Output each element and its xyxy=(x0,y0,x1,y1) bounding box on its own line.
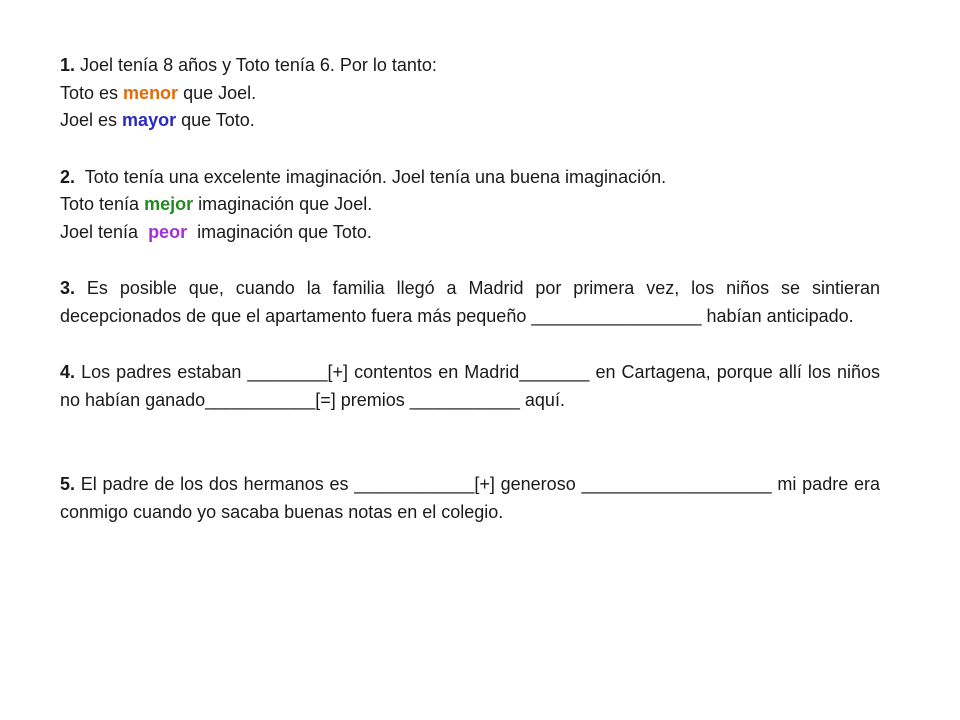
question-1-line-3-pre: Joel es xyxy=(60,110,123,130)
question-2-line-3 xyxy=(60,219,880,247)
question-2-line-2-pre: Toto tenía xyxy=(60,194,145,214)
question-3 xyxy=(60,275,880,330)
question-4-text: Los padres estaban ________[+] contentos en Madrid_______ en Cartagena, porque allí los niños no habían ganado___________[=] premios ___________ aquí. xyxy=(60,362,880,410)
word-mejor: mejor xyxy=(144,194,194,214)
question-1-line-2-pre: Toto es xyxy=(60,82,124,103)
question-2-line-3-post: imaginación que Toto. xyxy=(187,221,372,242)
question-2-number: 2. xyxy=(60,166,76,187)
word-menor: menor xyxy=(123,82,179,103)
question-1-line-1 xyxy=(60,52,880,80)
question-1-line-3 xyxy=(60,107,880,135)
question-1-line-2-post: que Joel. xyxy=(178,82,257,103)
question-5-text: El padre de los dos hermanos es ____________[+] generoso ___________________ mi padre era conmigo cuando yo sacaba buenas notas en el colegio. xyxy=(60,474,880,522)
word-peor: peor xyxy=(148,221,188,242)
question-1-text: Joel tenía 8 años y Toto tenía 6. Por lo tanto: xyxy=(75,55,437,75)
exercise-slide xyxy=(60,52,880,526)
question-1-line-3-post: que Toto. xyxy=(176,110,255,130)
question-1-number: 1. xyxy=(60,55,76,75)
question-2-text: Toto tenía una excelente imaginación. Joel tenía una buena imaginación. xyxy=(75,166,667,187)
question-3-text: Es posible que, cuando la familia llegó a Madrid por primera vez, los niños se sintieran decepcionados de que el apartamento fuera más pequeño _________________ habían anticipado. xyxy=(60,278,880,326)
question-2-line-3-pre: Joel tenía xyxy=(60,221,149,242)
question-5-number: 5. xyxy=(60,474,76,494)
question-4-number: 4. xyxy=(60,362,76,382)
question-4 xyxy=(60,359,880,414)
question-2-line-2-post: imaginación que Joel. xyxy=(193,194,373,214)
question-3-number: 3. xyxy=(60,278,76,298)
question-2-line-2 xyxy=(60,191,880,219)
question-1-line-2 xyxy=(60,80,880,108)
question-5 xyxy=(60,471,880,526)
question-2-line-1 xyxy=(60,164,880,192)
word-mayor: mayor xyxy=(122,110,177,130)
